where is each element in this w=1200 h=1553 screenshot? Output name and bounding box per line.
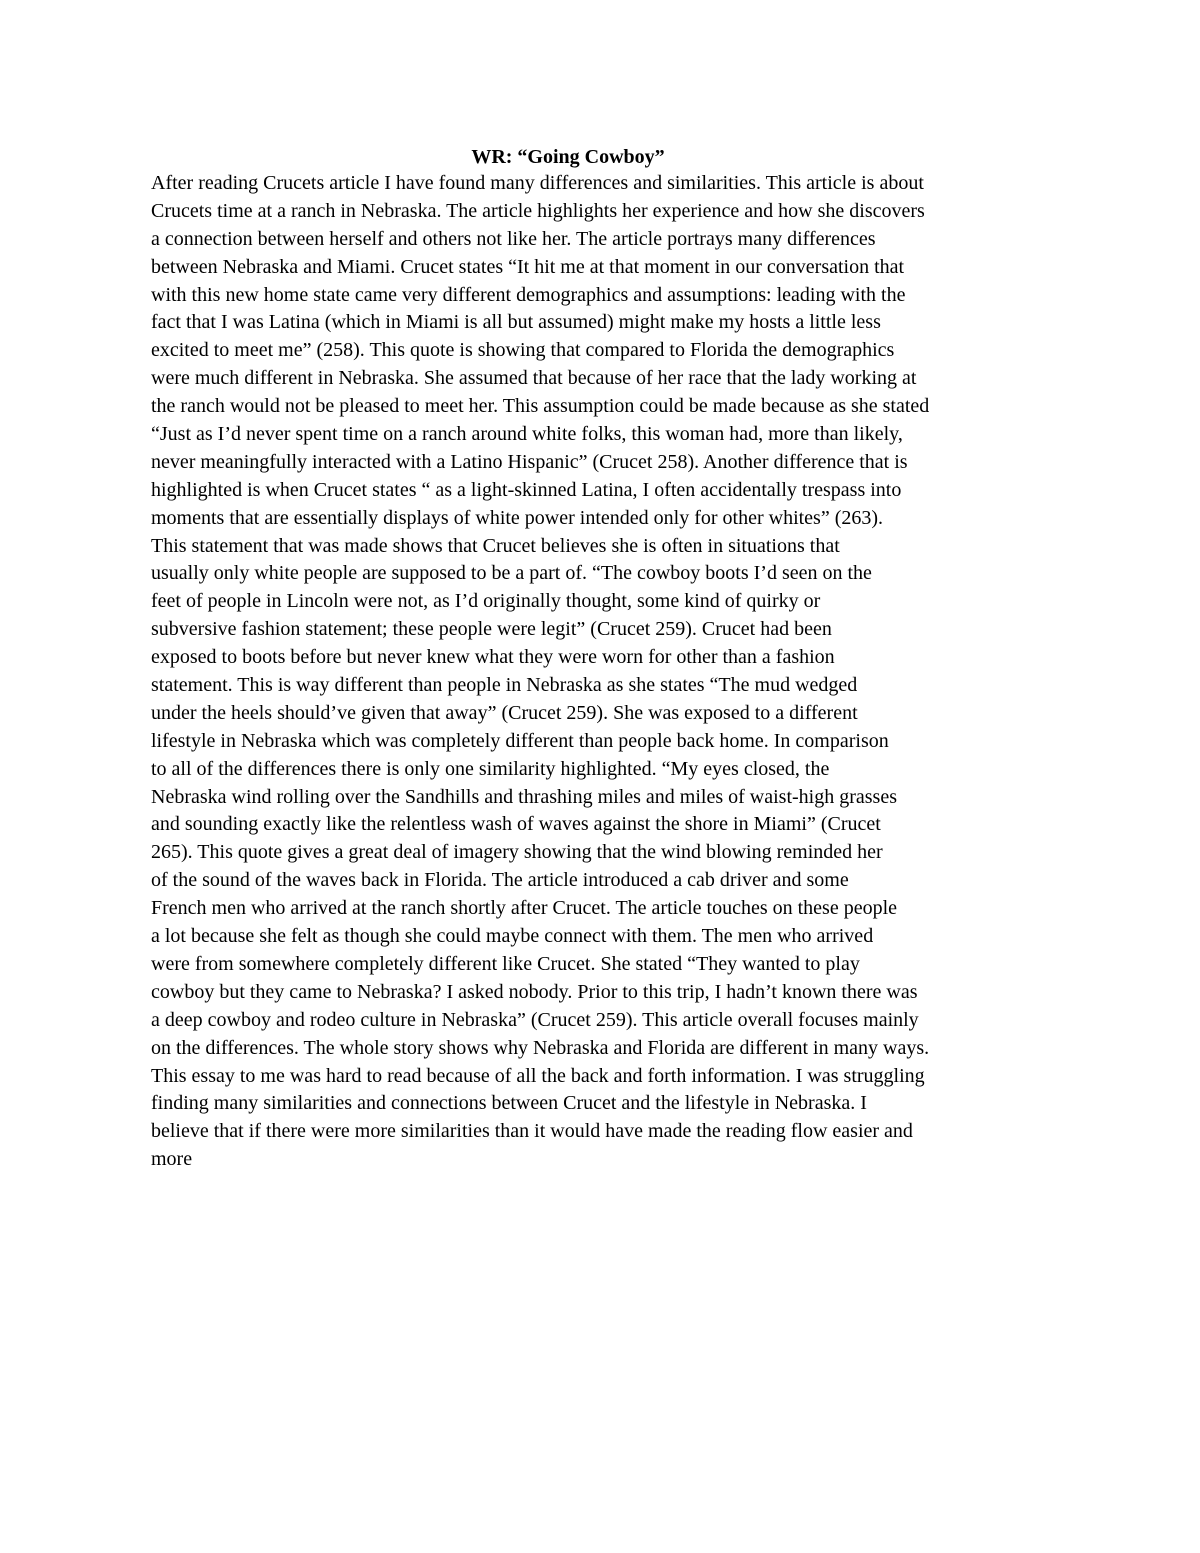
body-line: After reading Crucets article I have found many differences and similarities. This article is about [151,172,924,194]
body-line: “Just as I’d never spent time on a ranch around white folks, this woman had, more than likely, [151,423,903,446]
body-line: This statement that was made shows that Crucet believes she is often in situations that [151,534,840,557]
body-line: between Nebraska and Miami. Crucet states “It hit me at that moment in our conversation that [151,255,905,278]
body-line: finding many similarities and connections between Crucet and the lifestyle in Nebraska. I [151,1092,867,1115]
body-line: were much different in Nebraska. She assumed that because of her race that the lady working at [151,367,917,390]
body-line: exposed to boots before but never knew what they were worn for other than a fashion [151,646,835,669]
body-line: never meaningfully interacted with a Latino Hispanic” (Crucet 258). Another difference that is [151,450,908,473]
body-line: Nebraska wind rolling over the Sandhills and thrashing miles and miles of waist-high grasses [151,785,897,808]
body-line: a connection between herself and others not like her. The article portrays many differences [151,227,876,250]
document-title: WR: “Going Cowboy” [471,146,665,168]
body-line: moments that are essentially displays of white power intended only for other whites” (263). [151,506,884,529]
body-line: feet of people in Lincoln were not, as I’d originally thought, some kind of quirky or [151,590,821,613]
body-line: and sounding exactly like the relentless wash of waves against the shore in Miami” (Crucet [151,813,881,836]
body-line: French men who arrived at the ranch shortly after Crucet. The article touches on these people [151,897,898,920]
body-line: with this new home state came very different demographics and assumptions: leading with the [151,283,906,306]
body-line: to all of the differences there is only one similarity highlighted. “My eyes closed, the [151,757,830,780]
document-body [151,170,1051,1174]
body-line: This essay to me was hard to read because of all the back and forth information. I was struggling [151,1064,925,1087]
body-line: highlighted is when Crucet states “ as a light-skinned Latina, I often accidentally trespass into [151,478,902,501]
body-line: a deep cowboy and rodeo culture in Nebraska” (Crucet 259). This article overall focuses mainly [151,1008,919,1031]
body-line: lifestyle in Nebraska which was completely different than people back home. In comparison [151,729,889,752]
body-line: cowboy but they came to Nebraska? I asked nobody. Prior to this trip, I hadn’t known there was [151,980,918,1003]
body-line: were from somewhere completely different like Crucet. She stated “They wanted to play [151,952,860,975]
body-line: subversive fashion statement; these people were legit” (Crucet 259). Crucet had been [151,618,832,641]
body-line: on the differences. The whole story shows why Nebraska and Florida are different in many ways. [151,1036,930,1059]
body-line: 265). This quote gives a great deal of imagery showing that the wind blowing reminded her [151,841,883,864]
body-line: a lot because she felt as though she could maybe connect with them. The men who arrived [151,925,874,948]
body-line: fact that I was Latina (which in Miami is all but assumed) might make my hosts a little less [151,311,881,334]
body-line: under the heels should’ve given that away” (Crucet 259). She was exposed to a different [151,701,858,724]
body-line: the ranch would not be pleased to meet her. This assumption could be made because as she stated [151,395,930,418]
body-line: more [151,1148,193,1171]
body-line: of the sound of the waves back in Florida. The article introduced a cab driver and some [151,869,849,892]
body-line: statement. This is way different than people in Nebraska as she states “The mud wedged [151,674,858,697]
body-line: excited to meet me” (258). This quote is showing that compared to Florida the demographics [151,339,895,362]
body-line: usually only white people are supposed to be a part of. “The cowboy boots I’d seen on the [151,562,872,585]
body-line: Crucets time at a ranch in Nebraska. The article highlights her experience and how she discovers [151,199,925,222]
body-line: believe that if there were more similarities than it would have made the reading flow easier and [151,1120,913,1143]
